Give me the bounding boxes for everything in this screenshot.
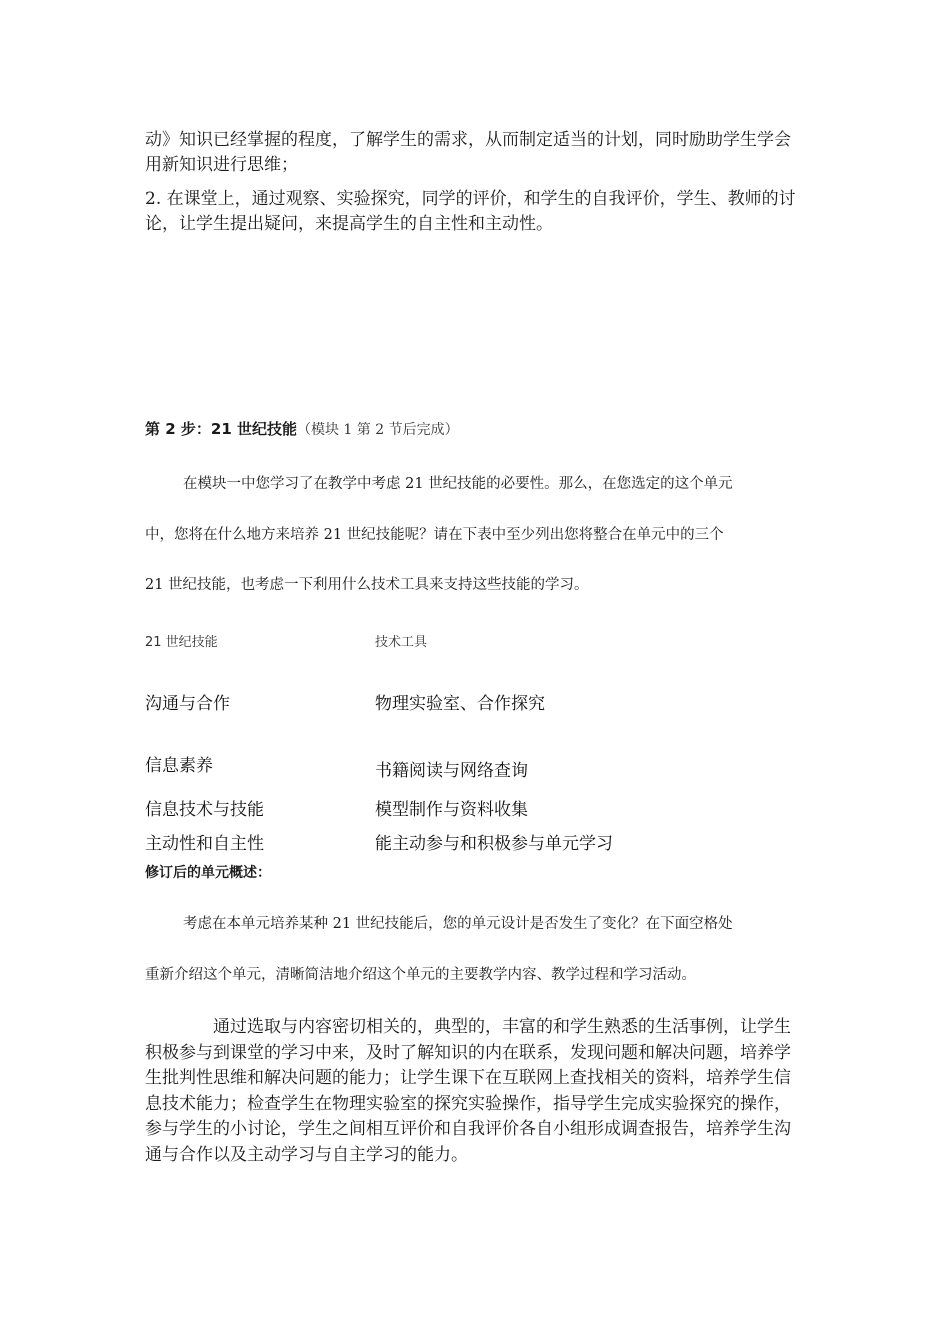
skill-row-2-skill: 信息素养	[145, 756, 213, 776]
step2-note: （模块 1 第 2 节后完成）	[296, 422, 459, 438]
skill-row-1-skill: 沟通与合作	[145, 694, 230, 714]
revised-summary-label: 修订后的单元概述：	[145, 865, 271, 881]
revised-summary-text	[145, 1015, 795, 1168]
summary-paragraph: 通过选取与内容密切相关的，典型的，丰富的和学生熟悉的生活事例，让学生积极参与到课堂的学习中来，及时了解知识的内在联系，发现问题和解决问题，培养学生批判性思维和解决问题的能力；让学生课下在互联网上查找相关的资料，培养学生信息技术能力；检查学生在物理实验室的探究实验操作，指导学生完成实验探究的操作，参与学生的小讨论，学生之间相互评价和自我评价各自小组形成调查报告，培养学生沟通与合作以及主动学习与自主学习的能力。	[145, 1017, 791, 1165]
step2-title: 第 2 步：21 世纪技能	[145, 420, 297, 438]
skill-row-3-tool: 模型制作与资料收集	[375, 800, 528, 820]
skill-row-4-tool: 能主动参与和积极参与单元学习	[375, 834, 613, 854]
step2-instruction-line-3: 21 世纪技能，也考虑一下利用什么技术工具来支持这些技能的学习。	[145, 577, 589, 593]
table-header-tool: 技术工具	[375, 635, 428, 650]
intro-paragraph-1: 动》知识已经掌握的程度，了解学生的需求，从而制定适当的计划，同时励助学生学会用新知识进行思维；	[145, 130, 791, 175]
revised-instruction-line-1: 考虑在本单元培养某种 21 世纪技能后，您的单元设计是否发生了变化？在下面空格处	[183, 916, 733, 932]
intro-section	[145, 128, 805, 237]
skill-row-2-tool: 书籍阅读与网络查询	[375, 761, 528, 781]
table-header-skill: 21 世纪技能	[145, 635, 218, 650]
revised-instruction-line-2: 重新介绍这个单元，清晰简洁地介绍这个单元的主要教学内容、教学过程和学习活动。	[145, 967, 696, 983]
intro-paragraph-2: 2. 在课堂上，通过观察、实验探究，同学的评价，和学生的自我评价，学生、教师的讨论，让学生提出疑问，来提高学生的自主性和主动性。	[145, 189, 796, 234]
skill-row-1-tool: 物理实验室、合作探究	[375, 694, 545, 714]
skill-row-4-skill: 主动性和自主性	[145, 834, 264, 854]
step2-instruction-line-2: 中，您将在什么地方来培养 21 世纪技能呢？请在下表中至少列出您将整合在单元中的三个	[145, 527, 724, 543]
step2-heading	[145, 418, 459, 439]
step2-instruction-line-1: 在模块一中您学习了在教学中考虑 21 世纪技能的必要性。那么，在您选定的这个单元	[183, 476, 733, 492]
skill-row-3-skill: 信息技术与技能	[145, 800, 264, 820]
